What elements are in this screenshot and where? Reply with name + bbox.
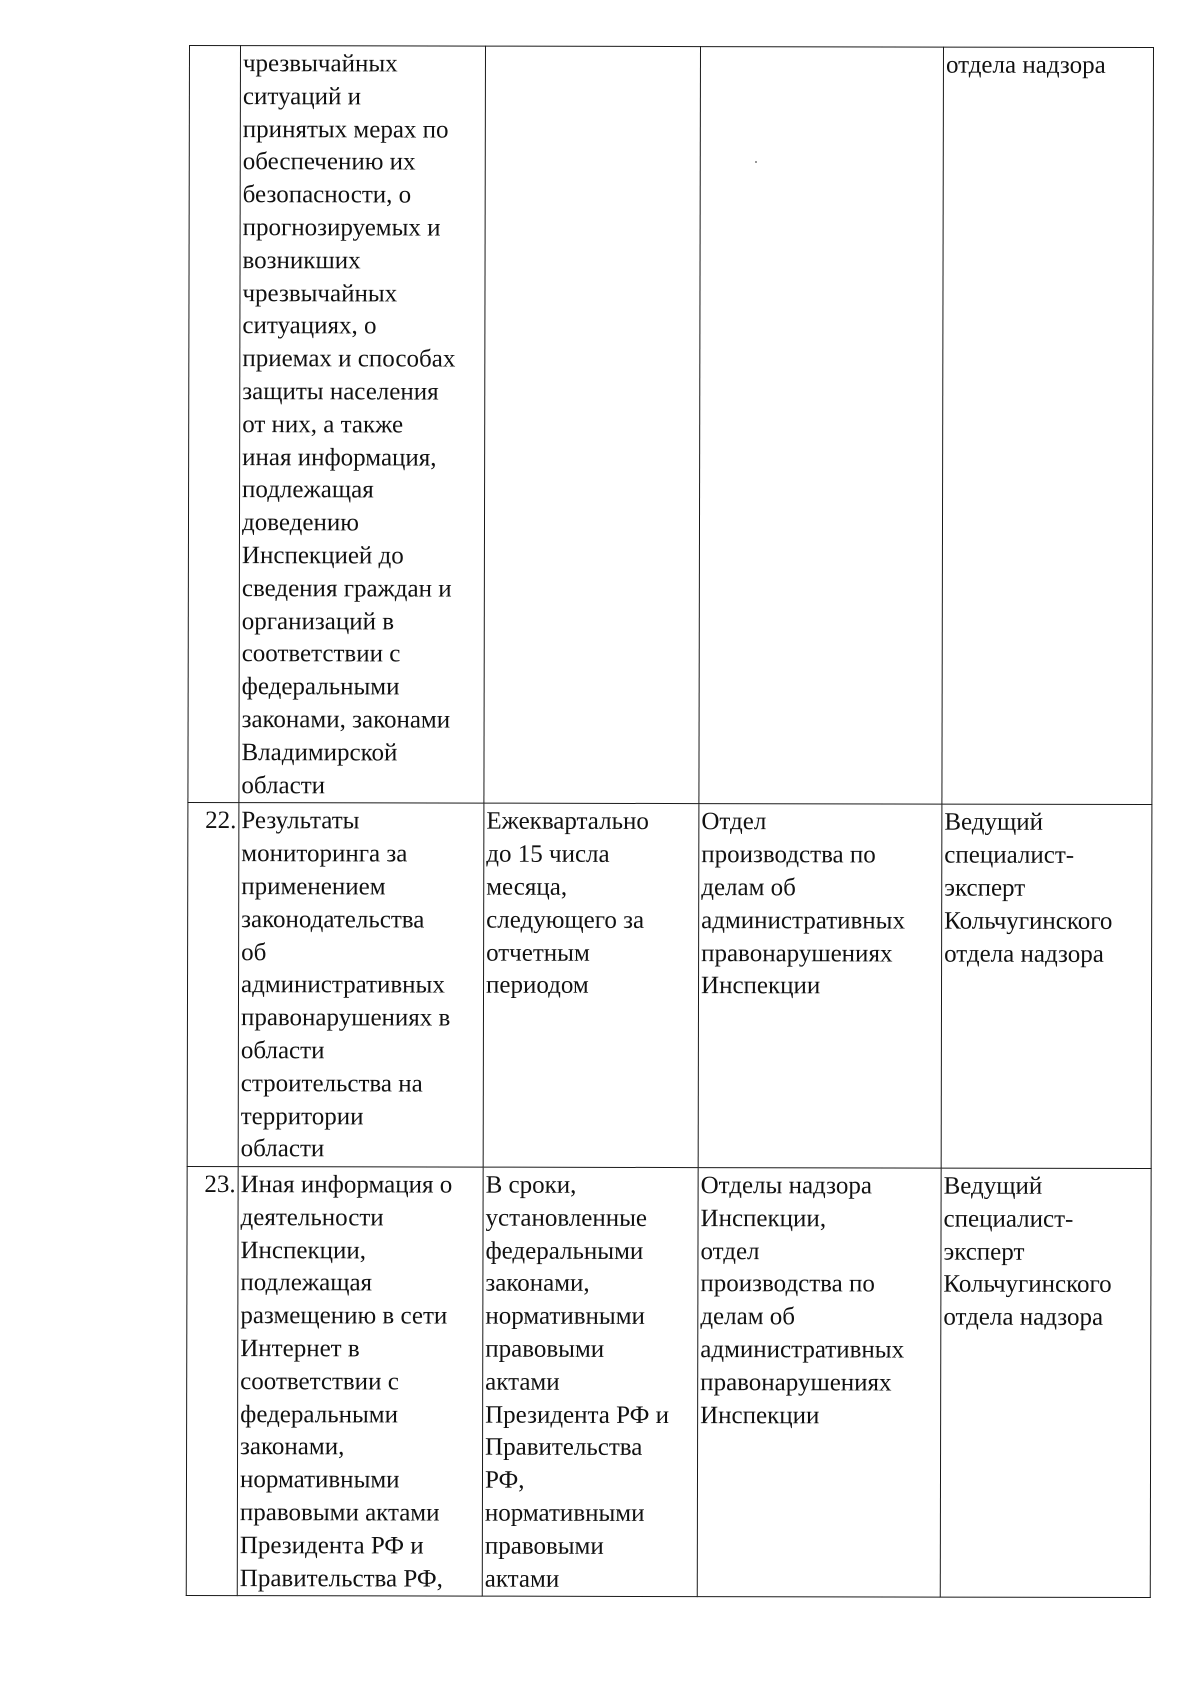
cell-number: [188, 46, 241, 803]
table-row-continuation: [188, 46, 1154, 805]
cell-period: Ежеквартально до 15 числа месяца, следующего за отчетным периодом: [483, 803, 699, 1167]
cell-department: Отдел производства по делам об административных правонарушениях Инспекции: [698, 804, 942, 1168]
cell-department: [699, 47, 944, 805]
scan-artifact-dot: [755, 161, 757, 163]
cell-responsible: Ведущий специалист- эксперт Кольчугинского отдела надзора: [940, 1168, 1151, 1598]
information-table: [186, 45, 1154, 1598]
cell-responsible: отдела надзора: [942, 47, 1154, 805]
cell-department: Отделы надзора Инспекции, отдел производства по делам об административных правонарушениях Инспекции: [697, 1168, 941, 1598]
cell-number: 22.: [187, 803, 239, 1167]
cell-number: 23.: [186, 1167, 238, 1596]
cell-information-content: Результаты мониторинга за применением законодательства об административных правонарушениях в области строительства на территории области: [238, 803, 484, 1167]
cell-information-content: чрезвычайных ситуаций и принятых мерах по обеспечению их безопасности, о прогнозируемых и возникших чрезвычайных ситуациях, о приемах и способах защиты населения от них, а также иная информация, подлежащая доведению Инспекцией до сведения граждан и организаций в соответствии с федеральными законами, законами Владимирской области: [239, 46, 486, 804]
cell-period: В сроки, установленные федеральными законами, нормативными правовыми актами Президента РФ и Правительства РФ, нормативными правовыми актами: [482, 1167, 698, 1597]
table-row-23: [186, 1167, 1151, 1598]
cell-responsible: Ведущий специалист- эксперт Кольчугинского отдела надзора: [941, 804, 1152, 1168]
cell-information-content: Иная информация о деятельности Инспекции, подлежащая размещению в сети Интернет в соответствии с федеральными законами, нормативными правовыми актами Президента РФ и Правительства РФ,: [237, 1167, 483, 1597]
cell-period: [484, 46, 701, 804]
table-row-22: [187, 803, 1152, 1169]
